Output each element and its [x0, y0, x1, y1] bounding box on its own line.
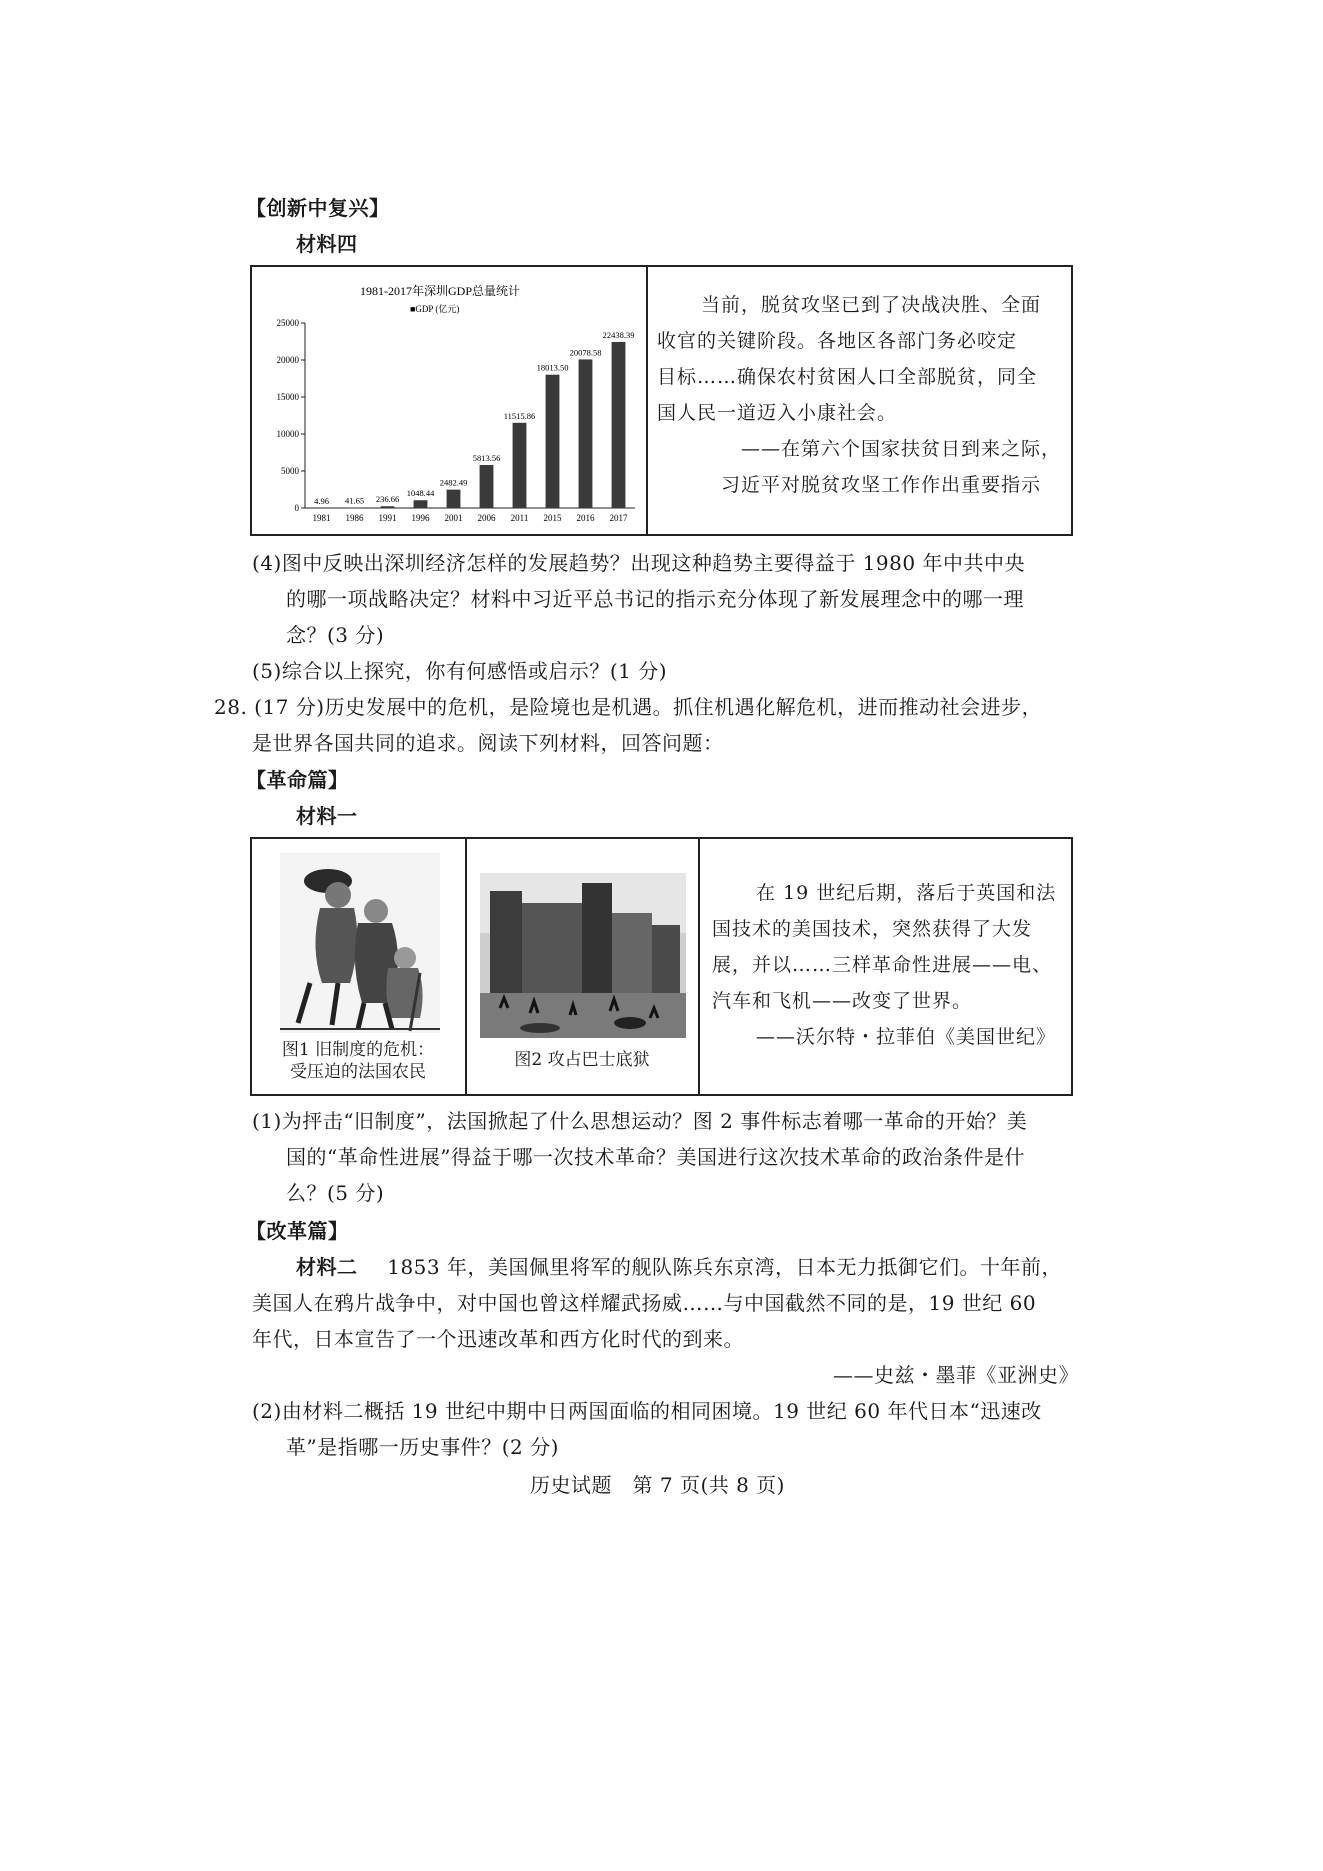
material2: [252, 1249, 1062, 1357]
material2-source: ——史兹・墨菲《亚洲史》: [833, 1363, 1079, 1387]
question-line: (4)图中反映出深圳经济怎样的发展趋势？出现这种趋势主要得益于 1980 年中共中央: [252, 551, 1025, 575]
bar: [381, 506, 395, 508]
chart-title: 1981-2017年深圳GDP总量统计: [359, 284, 521, 298]
bar: [315, 508, 329, 509]
x-tick-label: 2015: [543, 513, 562, 523]
bar: [348, 508, 362, 509]
question-line: 28. (17 分)历史发展中的危机，是险境也是机遇。抓住机遇化解危机，进而推动社会进步，: [214, 695, 1043, 719]
quote-line: 目标……确保农村贫困人口全部脱贫，同全: [657, 366, 1038, 388]
bar-value-label: 11515.86: [503, 410, 536, 421]
question-4: [252, 545, 1025, 653]
bar-value-label: 18013.50: [536, 362, 569, 373]
material4-quote: [657, 287, 1067, 503]
material2-line: 1853 年，美国佩里将军的舰队陈兵东京湾，日本无力抵御它们。十年前，: [387, 1255, 1062, 1279]
material4-divider: [646, 267, 648, 534]
x-tick-label: 1996: [411, 513, 430, 523]
section-heading-reform: 【改革篇】: [246, 1219, 349, 1243]
question-28: [214, 689, 1042, 761]
french-peasant-cartoon-image: [280, 853, 440, 1033]
material4-box: [250, 265, 1073, 536]
fig2-caption: 图2 攻占巴士底狱: [514, 1050, 650, 1070]
quote-source: 习近平对脱贫攻坚工作作出重要指示: [721, 474, 1042, 496]
y-tick-label: 15000: [276, 392, 299, 402]
quote-line: 国技术的美国技术，突然获得了大发: [712, 918, 1033, 940]
question-line: 么？(5 分): [286, 1181, 385, 1205]
question-line: 念？(3 分): [286, 623, 385, 647]
chart-legend: ■GDP (亿元): [410, 304, 460, 314]
gdp-bar-chart: [260, 275, 640, 530]
quote-line: 国人民一道迈入小康社会。: [657, 402, 898, 424]
bar: [546, 375, 560, 508]
x-tick-label: 2016: [576, 513, 595, 523]
quote-source: ——沃尔特・拉菲伯《美国世纪》: [756, 1026, 1057, 1048]
x-tick-label: 1991: [378, 513, 397, 523]
question-line: (1)为抨击“旧制度”，法国掀起了什么思想运动？图 2 事件标志着哪一革命的开始？美: [252, 1109, 1028, 1133]
bar: [414, 500, 428, 508]
bar-value-label: 41.65: [344, 495, 365, 506]
bar-value-label: 5813.56: [472, 452, 501, 463]
bar-value-label: 2482.49: [439, 477, 468, 488]
quote-line: 汽车和飞机——改变了世界。: [712, 990, 973, 1012]
bar: [579, 359, 593, 508]
question-2: [252, 1393, 1042, 1465]
material1-label: 材料一: [296, 804, 358, 828]
y-tick-label: 5000: [281, 466, 299, 476]
x-tick-label: 2001: [444, 513, 463, 523]
question-line: 的哪一项战略决定？材料中习近平总书记的指示充分体现了新发展理念中的哪一理: [286, 587, 1024, 611]
y-tick-label: 0: [294, 503, 299, 513]
y-tick-label: 10000: [276, 429, 299, 439]
quote-line: 在 19 世纪后期，落后于英国和法: [756, 882, 1057, 904]
bar: [480, 465, 494, 508]
x-tick-label: 1986: [345, 513, 364, 523]
quote-line: 收官的关键阶段。各地区各部门务必咬定: [657, 330, 1018, 352]
x-tick-label: 2011: [510, 513, 529, 523]
page-footer: 历史试题 第 7 页(共 8 页): [530, 1473, 785, 1497]
material2-label: 材料二: [296, 1255, 358, 1279]
caption-line: 受压迫的法国农民: [290, 1062, 426, 1082]
section-heading-innovation: 【创新中复兴】: [246, 196, 390, 220]
material1-quote: [712, 875, 1067, 1055]
question-line: 国的“革命性进展”得益于哪一次技术革命？美国进行这次技术革命的政治条件是什: [286, 1145, 1025, 1169]
x-tick-label: 1981: [312, 513, 331, 523]
material1-box: [250, 837, 1073, 1096]
bar-value-label: 22438.39: [602, 329, 635, 340]
question-1: [252, 1103, 1027, 1211]
bar-value-label: 236.66: [375, 494, 400, 505]
caption-line: 图1 旧制度的危机：: [281, 1040, 435, 1060]
bar: [447, 490, 461, 508]
y-tick-label: 20000: [276, 355, 299, 365]
x-tick-label: 2006: [477, 513, 496, 523]
x-tick-label: 2017: [609, 513, 628, 523]
material2-line: 年代，日本宣告了一个迅速改革和西方化时代的到来。: [252, 1327, 744, 1351]
fig1-caption: [258, 1039, 458, 1083]
bar-value-label: 20078.58: [569, 347, 602, 358]
question-line: 革”是指哪一历史事件？(2 分): [286, 1435, 559, 1459]
bar: [513, 423, 527, 508]
material4-label: 材料四: [296, 232, 358, 256]
bastille-painting-image: [480, 873, 686, 1038]
quote-source: ——在第六个国家扶贫日到来之际，: [741, 438, 1062, 460]
material1-divider: [698, 839, 700, 1094]
question-5: (5)综合以上探究，你有何感悟或启示？(1 分): [252, 659, 668, 683]
quote-line: 当前，脱贫攻坚已到了决战决胜、全面: [701, 294, 1042, 316]
bar-value-label: 1048.44: [406, 488, 435, 499]
y-tick-label: 25000: [276, 318, 299, 328]
quote-line: 展，并以……三样革命性进展——电、: [712, 954, 1053, 976]
section-heading-revolution: 【革命篇】: [246, 768, 349, 792]
bar-value-label: 4.96: [314, 495, 329, 506]
material2-line: 美国人在鸦片战争中，对中国也曾这样耀武扬威……与中国截然不同的是，19 世纪 60: [252, 1291, 1037, 1315]
bar: [612, 342, 626, 508]
question-line: (2)由材料二概括 19 世纪中期中日两国面临的相同困境。19 世纪 60 年代日本“迅速改: [252, 1399, 1042, 1423]
question-line: 是世界各国共同的追求。阅读下列材料，回答问题：: [252, 731, 724, 755]
